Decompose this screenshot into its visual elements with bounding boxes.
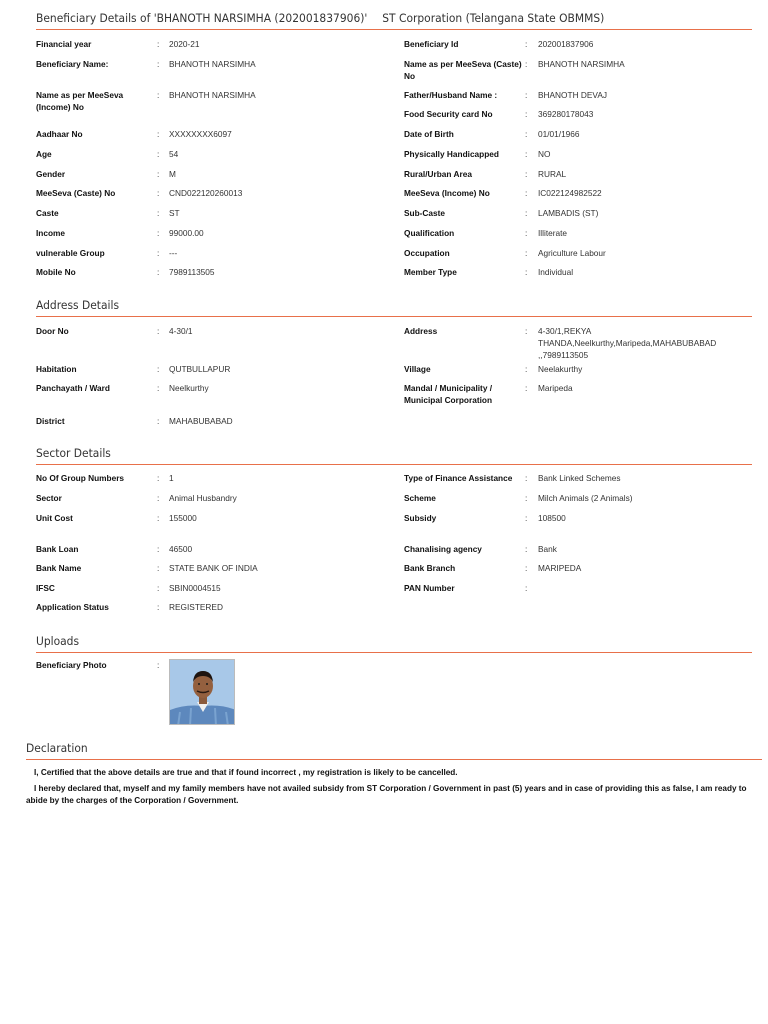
field-colon: : (157, 602, 160, 612)
field-label: Beneficiary Name: (36, 59, 109, 69)
field-label: Chanalising agency (404, 544, 482, 554)
field-value: 99000.00 (169, 228, 204, 238)
field-colon: : (157, 267, 160, 277)
field-label: Beneficiary Photo (36, 660, 107, 670)
field-value: Milch Animals (2 Animals) (538, 493, 633, 503)
field-label: Sector (36, 493, 62, 503)
field-label: Member Type (404, 267, 457, 277)
section-uploads-header (36, 634, 752, 653)
field-label: Unit Cost (36, 513, 73, 523)
field-colon: : (157, 228, 160, 238)
field-colon: : (525, 109, 528, 119)
field-value: Bank (538, 544, 557, 554)
field-colon: : (525, 188, 528, 198)
field-colon: : (525, 383, 528, 393)
field-colon: : (525, 473, 528, 483)
field-label: Type of Finance Assistance (404, 473, 513, 483)
field-colon: : (157, 39, 160, 49)
field-label: Occupation (404, 248, 450, 258)
field-colon: : (525, 583, 528, 593)
field-colon: : (525, 149, 528, 159)
section-title: Address Details (36, 298, 120, 312)
field-value: 54 (169, 149, 179, 159)
field-value: ST (169, 208, 180, 218)
field-value: Maripeda (538, 383, 573, 393)
field-colon: : (157, 383, 160, 393)
field-colon: : (157, 513, 160, 523)
field-label: Physically Handicapped (404, 149, 499, 159)
field-label: Bank Name (36, 563, 82, 573)
field-colon: : (157, 563, 160, 573)
field-colon: : (525, 59, 528, 69)
field-label: Caste (36, 208, 59, 218)
field-value: QUTBULLAPUR (169, 364, 231, 374)
field-label: No Of Group Numbers (36, 473, 125, 483)
declaration-line-1: I, Certified that the above details are true and that if found incorrect , my registration is likely to be cancelled. (34, 768, 458, 777)
page-header (36, 11, 752, 30)
field-colon: : (157, 208, 160, 218)
field-label: vulnerable Group (36, 248, 105, 258)
field-label: Mobile No (36, 267, 76, 277)
declaration-line-2: I hereby declared that, myself and my family members have not availed subsidy from ST Corporation / Government in past (5) years and in case of providing this as false, I am ready to abide by the charges of the Corporation / Government. (26, 784, 747, 805)
field-label: Application Status (36, 602, 109, 612)
field-label: Gender (36, 169, 66, 179)
field-value: Animal Husbandry (169, 493, 237, 503)
field-label: Aadhaar No (36, 129, 83, 139)
field-label: Scheme (404, 493, 436, 503)
field-value: BHANOTH DEVAJ (538, 90, 607, 100)
field-value: Neelkurthy (169, 383, 209, 393)
field-label: Bank Loan (36, 544, 79, 554)
section-title: Sector Details (36, 446, 111, 460)
field-colon: : (157, 416, 160, 426)
field-colon: : (525, 544, 528, 554)
page-title: Beneficiary Details of 'BHANOTH NARSIMHA (202001837906)' (36, 11, 368, 25)
field-label: IFSC (36, 583, 55, 593)
field-colon: : (525, 228, 528, 238)
section-title: Uploads (36, 634, 80, 648)
field-colon: : (525, 248, 528, 258)
section-sector-header (36, 446, 752, 465)
field-label: Rural/Urban Area (404, 169, 472, 179)
section-title: Declaration (26, 741, 88, 755)
field-colon: : (157, 473, 160, 483)
field-value: MAHABUBABAD (169, 416, 233, 426)
field-colon: : (525, 326, 528, 336)
field-value: 108500 (538, 513, 566, 523)
field-label: Name as per MeeSeva (Income) No (36, 90, 124, 112)
field-colon: : (157, 188, 160, 198)
field-colon: : (157, 248, 160, 258)
field-label: PAN Number (404, 583, 455, 593)
field-value: 46500 (169, 544, 193, 554)
field-colon: : (525, 563, 528, 573)
field-value: M (169, 169, 176, 179)
field-value: Agriculture Labour (538, 248, 606, 258)
field-colon: : (525, 129, 528, 139)
field-colon: : (525, 493, 528, 503)
field-colon: : (525, 90, 528, 100)
field-label: Sub-Caste (404, 208, 446, 218)
field-label: District (36, 416, 65, 426)
person-photo-icon (170, 660, 235, 725)
field-value: SBIN0004515 (169, 583, 221, 593)
field-value: STATE BANK OF INDIA (169, 563, 258, 573)
field-value: LAMBADIS (ST) (538, 208, 599, 218)
field-label: Door No (36, 326, 69, 336)
field-colon: : (525, 267, 528, 277)
section-address-header (36, 298, 752, 317)
field-value: NO (538, 149, 551, 159)
field-colon: : (157, 364, 160, 374)
field-label: Mandal / Municipality / Municipal Corporation (404, 383, 493, 405)
field-label: Date of Birth (404, 129, 454, 139)
field-label: Financial year (36, 39, 92, 49)
field-value: --- (169, 248, 178, 258)
field-value: 4-30/1,REKYA THANDA,Neelkurthy,Maripeda,MAHABUBABAD ,,7989113505 (538, 326, 717, 360)
field-label: Qualification (404, 228, 455, 238)
field-label: Village (404, 364, 431, 374)
field-colon: : (525, 169, 528, 179)
field-value: CND022120260013 (169, 188, 243, 198)
field-label: Name as per MeeSeva (Caste) No (404, 59, 522, 81)
field-value: 7989113505 (169, 267, 215, 277)
field-label: Beneficiary Id (404, 39, 459, 49)
field-value: BHANOTH NARSIMHA (169, 59, 256, 69)
field-label: Age (36, 149, 52, 159)
field-value: BHANOTH NARSIMHA (169, 90, 256, 100)
section-declaration-header (26, 741, 762, 760)
field-label: Address (404, 326, 438, 336)
field-colon: : (525, 364, 528, 374)
field-colon: : (525, 208, 528, 218)
field-value: REGISTERED (169, 602, 223, 612)
field-label: Income (36, 228, 66, 238)
field-label: Panchayath / Ward (36, 383, 110, 393)
field-colon: : (157, 59, 160, 69)
field-label: MeeSeva (Caste) No (36, 188, 116, 198)
field-value: 1 (169, 473, 174, 483)
field-value: Neelakurthy (538, 364, 583, 374)
field-value: BHANOTH NARSIMHA (538, 59, 625, 69)
field-value: IC022124982522 (538, 188, 602, 198)
field-value: 155000 (169, 513, 197, 523)
field-colon: : (157, 169, 160, 179)
beneficiary-photo (169, 659, 235, 725)
field-value: Individual (538, 267, 574, 277)
field-colon: : (157, 129, 160, 139)
organization-name: ST Corporation (Telangana State OBMMS) (382, 11, 605, 25)
field-value: XXXXXXXX6097 (169, 129, 232, 139)
field-label: Habitation (36, 364, 77, 374)
field-label: Bank Branch (404, 563, 456, 573)
field-colon: : (157, 583, 160, 593)
field-colon: : (157, 493, 160, 503)
field-value: 369280178043 (538, 109, 594, 119)
field-label: Food Security card No (404, 109, 493, 119)
field-colon: : (157, 544, 160, 554)
field-colon: : (157, 660, 160, 670)
field-value: Bank Linked Schemes (538, 473, 621, 483)
field-value: 2020-21 (169, 39, 200, 49)
field-colon: : (157, 149, 160, 159)
field-colon: : (157, 90, 160, 100)
field-colon: : (525, 39, 528, 49)
field-colon: : (157, 326, 160, 336)
field-label: Father/Husband Name : (404, 90, 498, 100)
field-label: Subsidy (404, 513, 437, 523)
field-value: 01/01/1966 (538, 129, 580, 139)
field-value: Illiterate (538, 228, 568, 238)
field-value: 202001837906 (538, 39, 594, 49)
field-value: 4-30/1 (169, 326, 193, 336)
field-value: RURAL (538, 169, 567, 179)
field-label: MeeSeva (Income) No (404, 188, 490, 198)
field-value: MARIPEDA (538, 563, 582, 573)
field-colon: : (525, 513, 528, 523)
